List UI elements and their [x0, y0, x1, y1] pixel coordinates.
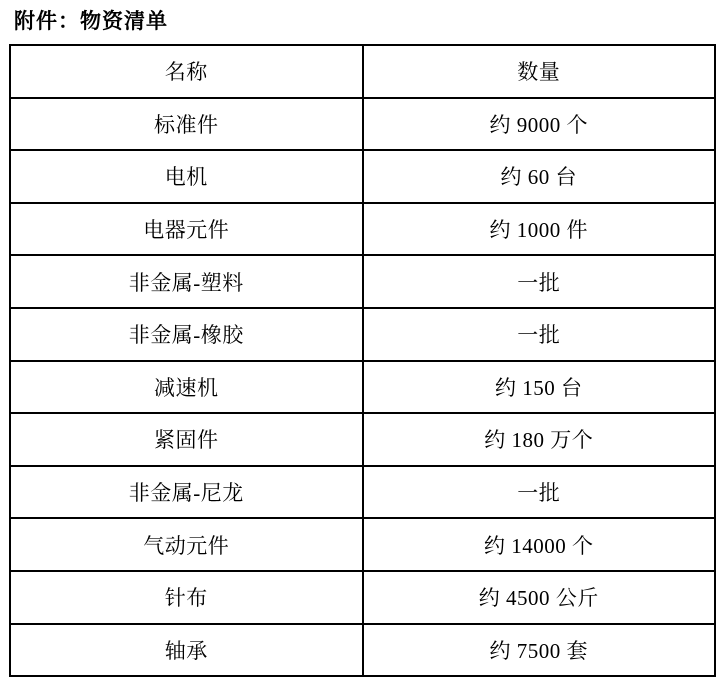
table-row [10, 518, 715, 571]
table-row [10, 466, 715, 519]
item-quantity-cell: 约 150 台 [363, 361, 716, 414]
item-quantity-cell: 约 60 台 [363, 150, 716, 203]
table-row [10, 308, 715, 361]
column-header-quantity: 数量 [363, 45, 716, 98]
attachment-title: 附件：物资清单 [14, 9, 168, 33]
table-header-row [10, 45, 715, 98]
table-row [10, 624, 715, 677]
table-row [10, 150, 715, 203]
item-name-cell: 标准件 [10, 98, 363, 151]
item-name-cell: 气动元件 [10, 518, 363, 571]
item-quantity-cell: 一批 [363, 255, 716, 308]
table-header [10, 45, 715, 98]
table-row [10, 203, 715, 256]
item-name-cell: 电器元件 [10, 203, 363, 256]
item-name-cell: 针布 [10, 571, 363, 624]
table-body [10, 98, 715, 677]
item-quantity-cell: 约 180 万个 [363, 413, 716, 466]
column-header-name: 名称 [10, 45, 363, 98]
item-quantity-cell: 约 9000 个 [363, 98, 716, 151]
table-row [10, 98, 715, 151]
item-quantity-cell: 一批 [363, 466, 716, 519]
item-quantity-cell: 一批 [363, 308, 716, 361]
item-name-cell: 非金属-尼龙 [10, 466, 363, 519]
item-quantity-cell: 约 7500 套 [363, 624, 716, 677]
item-name-cell: 电机 [10, 150, 363, 203]
item-quantity-cell: 约 1000 件 [363, 203, 716, 256]
item-name-cell: 减速机 [10, 361, 363, 414]
item-quantity-cell: 约 14000 个 [363, 518, 716, 571]
item-name-cell: 紧固件 [10, 413, 363, 466]
item-name-cell: 轴承 [10, 624, 363, 677]
table-row [10, 413, 715, 466]
table-row [10, 361, 715, 414]
table-row [10, 255, 715, 308]
table-row [10, 571, 715, 624]
item-name-cell: 非金属-橡胶 [10, 308, 363, 361]
item-quantity-cell: 约 4500 公斤 [363, 571, 716, 624]
item-name-cell: 非金属-塑料 [10, 255, 363, 308]
materials-table [9, 44, 716, 677]
